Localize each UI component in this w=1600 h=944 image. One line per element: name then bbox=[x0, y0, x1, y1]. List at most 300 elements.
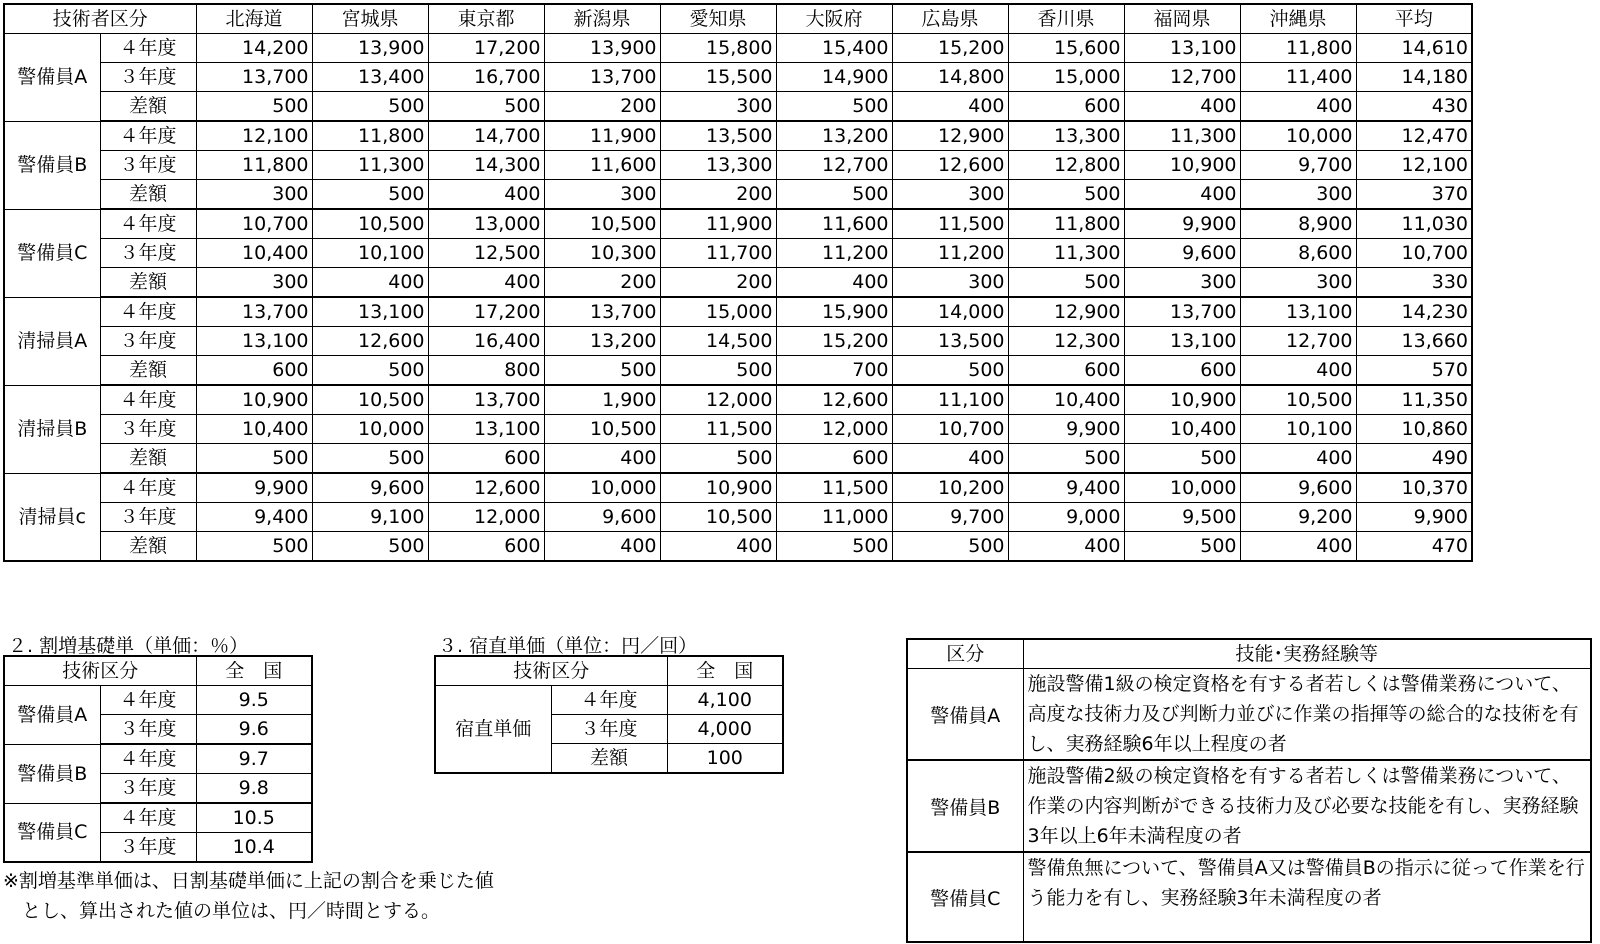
value-cell: 370 bbox=[1356, 180, 1472, 210]
value-cell: 14,800 bbox=[892, 63, 1008, 92]
header-cell: 技術区分 bbox=[435, 656, 667, 686]
value-cell: 10,700 bbox=[892, 415, 1008, 444]
year-cell: 差額 bbox=[100, 180, 196, 210]
value-cell: 11,300 bbox=[312, 151, 428, 180]
value-cell: 600 bbox=[776, 444, 892, 474]
year-cell: ４年度 bbox=[100, 297, 196, 327]
value-cell: 100 bbox=[667, 744, 783, 774]
value-cell: 10,200 bbox=[892, 473, 1008, 503]
table-row bbox=[907, 852, 1591, 942]
table-row bbox=[435, 686, 783, 715]
value-cell: 10,500 bbox=[1240, 385, 1356, 415]
value-cell: 12,700 bbox=[1240, 327, 1356, 356]
value-cell: 300 bbox=[892, 268, 1008, 298]
value-cell: 11,300 bbox=[1124, 121, 1240, 151]
value-cell: 16,400 bbox=[428, 327, 544, 356]
year-cell: ４年度 bbox=[100, 385, 196, 415]
year-cell: 差額 bbox=[100, 356, 196, 386]
value-cell: 14,900 bbox=[776, 63, 892, 92]
value-cell: 300 bbox=[660, 92, 776, 122]
value-cell: 11,600 bbox=[544, 151, 660, 180]
value-cell: 13,500 bbox=[892, 327, 1008, 356]
year-cell: 差額 bbox=[551, 744, 667, 774]
value-cell: 10,100 bbox=[1240, 415, 1356, 444]
table-row bbox=[4, 151, 1472, 180]
value-cell: 300 bbox=[1240, 180, 1356, 210]
value-cell: 500 bbox=[1008, 180, 1124, 210]
category-cell: 警備員A bbox=[4, 686, 100, 745]
value-cell: 13,100 bbox=[428, 415, 544, 444]
value-cell: 10,400 bbox=[1124, 415, 1240, 444]
value-cell: 500 bbox=[428, 92, 544, 122]
value-cell: 11,800 bbox=[196, 151, 312, 180]
value-cell: 400 bbox=[544, 532, 660, 562]
value-cell: 9,400 bbox=[1008, 473, 1124, 503]
value-cell: 500 bbox=[312, 92, 428, 122]
value-cell: 10,860 bbox=[1356, 415, 1472, 444]
value-cell: 10.4 bbox=[196, 833, 312, 863]
value-cell: 10,000 bbox=[312, 415, 428, 444]
value-cell: 12,800 bbox=[1008, 151, 1124, 180]
value-cell: 500 bbox=[544, 356, 660, 386]
value-cell: 800 bbox=[428, 356, 544, 386]
year-cell: ４年度 bbox=[100, 34, 196, 63]
note-line-1: ※割増基準単価は、日割基礎単価に上記の割合を乗じた値 bbox=[3, 870, 494, 892]
value-cell: 13,400 bbox=[312, 63, 428, 92]
header-cell: 福岡県 bbox=[1124, 4, 1240, 34]
value-cell: 4,100 bbox=[667, 686, 783, 715]
wage-table-header bbox=[4, 4, 1472, 34]
category-cell: 清掃員B bbox=[4, 385, 100, 473]
value-cell: 12,470 bbox=[1356, 121, 1472, 151]
value-cell: 10.5 bbox=[196, 803, 312, 833]
header-cell: 技術区分 bbox=[4, 656, 196, 686]
qualification-table bbox=[906, 638, 1592, 943]
value-cell: 10,000 bbox=[544, 473, 660, 503]
value-cell: 8,900 bbox=[1240, 209, 1356, 239]
value-cell: 13,300 bbox=[660, 151, 776, 180]
value-cell: 500 bbox=[1008, 268, 1124, 298]
value-cell: 500 bbox=[1008, 444, 1124, 474]
value-cell: 11,800 bbox=[312, 121, 428, 151]
overtime-rate-table bbox=[3, 655, 313, 863]
table-row bbox=[4, 297, 1472, 327]
value-cell: 12,600 bbox=[312, 327, 428, 356]
table-row bbox=[4, 63, 1472, 92]
value-cell: 13,700 bbox=[1124, 297, 1240, 327]
table2-caption: ２. 割増基礎単（単価：％） bbox=[8, 635, 249, 657]
value-cell: 700 bbox=[776, 356, 892, 386]
value-cell: 9.8 bbox=[196, 774, 312, 804]
value-cell: 13,700 bbox=[544, 63, 660, 92]
year-cell: ４年度 bbox=[100, 744, 196, 774]
header-cell: 技能･実務経験等 bbox=[1023, 639, 1591, 669]
value-cell: 500 bbox=[660, 444, 776, 474]
category-cell: 警備員B bbox=[4, 121, 100, 209]
value-cell: 500 bbox=[776, 532, 892, 562]
value-cell: 500 bbox=[660, 356, 776, 386]
value-cell: 600 bbox=[1008, 356, 1124, 386]
value-cell: 9,600 bbox=[1124, 239, 1240, 268]
value-cell: 13,660 bbox=[1356, 327, 1472, 356]
year-cell: 差額 bbox=[100, 92, 196, 122]
header-cell: 新潟県 bbox=[544, 4, 660, 34]
value-cell: 12,900 bbox=[1008, 297, 1124, 327]
year-cell: 差額 bbox=[100, 444, 196, 474]
value-cell: 400 bbox=[1240, 444, 1356, 474]
table-row bbox=[4, 744, 312, 774]
value-cell: 9,900 bbox=[1008, 415, 1124, 444]
value-cell: 200 bbox=[660, 268, 776, 298]
value-cell: 500 bbox=[1124, 444, 1240, 474]
value-cell: 15,200 bbox=[776, 327, 892, 356]
value-cell: 400 bbox=[892, 92, 1008, 122]
value-cell: 400 bbox=[312, 268, 428, 298]
value-cell: 17,200 bbox=[428, 34, 544, 63]
year-cell: ３年度 bbox=[100, 833, 196, 863]
table3-caption: ３. 宿直単価（単位：円／回） bbox=[438, 635, 698, 657]
value-cell: 12,000 bbox=[660, 385, 776, 415]
table-row bbox=[4, 385, 1472, 415]
value-cell: 10,900 bbox=[1124, 151, 1240, 180]
table-row bbox=[4, 803, 312, 833]
table-row bbox=[4, 239, 1472, 268]
table-row bbox=[4, 180, 1472, 210]
value-cell: 14,500 bbox=[660, 327, 776, 356]
value-cell: 330 bbox=[1356, 268, 1472, 298]
header-cell: 全 国 bbox=[667, 656, 783, 686]
year-cell: ３年度 bbox=[100, 151, 196, 180]
overtime-rate-body bbox=[4, 686, 312, 863]
value-cell: 11,500 bbox=[776, 473, 892, 503]
value-cell: 15,200 bbox=[892, 34, 1008, 63]
header-cell: 平均 bbox=[1356, 4, 1472, 34]
value-cell: 12,700 bbox=[1124, 63, 1240, 92]
value-cell: 12,000 bbox=[428, 503, 544, 532]
year-cell: ４年度 bbox=[100, 686, 196, 715]
value-cell: 14,000 bbox=[892, 297, 1008, 327]
category-cell: 清掃員A bbox=[4, 297, 100, 385]
value-cell: 9,900 bbox=[1356, 503, 1472, 532]
value-cell: 9,900 bbox=[196, 473, 312, 503]
table-row bbox=[4, 686, 312, 715]
value-cell: 400 bbox=[1124, 180, 1240, 210]
value-cell: 500 bbox=[1124, 532, 1240, 562]
value-cell: 10,500 bbox=[544, 415, 660, 444]
value-cell: 14,230 bbox=[1356, 297, 1472, 327]
table-row bbox=[4, 327, 1472, 356]
value-cell: 9,600 bbox=[312, 473, 428, 503]
category-cell: 警備員B bbox=[907, 760, 1023, 852]
value-cell: 470 bbox=[1356, 532, 1472, 562]
value-cell: 13,700 bbox=[196, 63, 312, 92]
header-cell: 技術者区分 bbox=[4, 4, 196, 34]
category-cell: 宿直単価 bbox=[435, 686, 551, 774]
year-cell: ４年度 bbox=[551, 686, 667, 715]
value-cell: 11,700 bbox=[660, 239, 776, 268]
value-cell: 12,600 bbox=[892, 151, 1008, 180]
value-cell: 10,500 bbox=[312, 209, 428, 239]
table-row bbox=[4, 473, 1472, 503]
value-cell: 11,900 bbox=[544, 121, 660, 151]
year-cell: ３年度 bbox=[100, 63, 196, 92]
category-cell: 警備員C bbox=[4, 209, 100, 297]
table-row bbox=[4, 121, 1472, 151]
table-row bbox=[4, 415, 1472, 444]
value-cell: 400 bbox=[1240, 92, 1356, 122]
value-cell: 11,300 bbox=[1008, 239, 1124, 268]
value-cell: 9.6 bbox=[196, 715, 312, 745]
value-cell: 11,800 bbox=[1008, 209, 1124, 239]
category-cell: 警備員A bbox=[907, 669, 1023, 761]
value-cell: 13,200 bbox=[776, 121, 892, 151]
value-cell: 11,800 bbox=[1240, 34, 1356, 63]
value-cell: 11,900 bbox=[660, 209, 776, 239]
value-cell: 10,300 bbox=[544, 239, 660, 268]
value-cell: 400 bbox=[892, 444, 1008, 474]
value-cell: 500 bbox=[312, 444, 428, 474]
value-cell: 11,030 bbox=[1356, 209, 1472, 239]
year-cell: ４年度 bbox=[100, 473, 196, 503]
year-cell: ４年度 bbox=[100, 121, 196, 151]
year-cell: ４年度 bbox=[100, 803, 196, 833]
value-cell: 12,300 bbox=[1008, 327, 1124, 356]
value-cell: 13,700 bbox=[428, 385, 544, 415]
value-cell: 9,600 bbox=[544, 503, 660, 532]
value-cell: 10,400 bbox=[1008, 385, 1124, 415]
year-cell: ４年度 bbox=[100, 209, 196, 239]
value-cell: 10,500 bbox=[660, 503, 776, 532]
value-cell: 13,100 bbox=[196, 327, 312, 356]
header-cell: 全 国 bbox=[196, 656, 312, 686]
wage-table-body bbox=[4, 34, 1472, 562]
value-cell: 9.5 bbox=[196, 686, 312, 715]
value-cell: 9.7 bbox=[196, 744, 312, 774]
value-cell: 15,600 bbox=[1008, 34, 1124, 63]
value-cell: 10,700 bbox=[1356, 239, 1472, 268]
value-cell: 10,700 bbox=[196, 209, 312, 239]
qualification-body bbox=[907, 669, 1591, 943]
value-cell: 13,100 bbox=[1240, 297, 1356, 327]
value-cell: 11,000 bbox=[776, 503, 892, 532]
value-cell: 14,180 bbox=[1356, 63, 1472, 92]
value-cell: 500 bbox=[776, 92, 892, 122]
value-cell: 9,900 bbox=[1124, 209, 1240, 239]
value-cell: 12,000 bbox=[776, 415, 892, 444]
header-cell: 北海道 bbox=[196, 4, 312, 34]
value-cell: 400 bbox=[1008, 532, 1124, 562]
value-cell: 12,100 bbox=[1356, 151, 1472, 180]
value-cell: 13,700 bbox=[544, 297, 660, 327]
value-cell: 500 bbox=[196, 532, 312, 562]
value-cell: 11,500 bbox=[892, 209, 1008, 239]
value-cell: 14,300 bbox=[428, 151, 544, 180]
value-cell: 12,700 bbox=[776, 151, 892, 180]
year-cell: ３年度 bbox=[100, 503, 196, 532]
value-cell: 400 bbox=[428, 268, 544, 298]
category-cell: 警備員B bbox=[4, 744, 100, 803]
value-cell: 1,900 bbox=[544, 385, 660, 415]
value-cell: 14,610 bbox=[1356, 34, 1472, 63]
value-cell: 10,100 bbox=[312, 239, 428, 268]
value-cell: 8,600 bbox=[1240, 239, 1356, 268]
value-cell: 16,700 bbox=[428, 63, 544, 92]
value-cell: 9,000 bbox=[1008, 503, 1124, 532]
value-cell: 10,900 bbox=[660, 473, 776, 503]
table-row bbox=[907, 669, 1591, 761]
value-cell: 500 bbox=[776, 180, 892, 210]
value-cell: 13,500 bbox=[660, 121, 776, 151]
table-row bbox=[4, 268, 1472, 298]
value-cell: 300 bbox=[544, 180, 660, 210]
value-cell: 10,400 bbox=[196, 239, 312, 268]
value-cell: 500 bbox=[312, 180, 428, 210]
year-cell: ３年度 bbox=[100, 774, 196, 804]
value-cell: 300 bbox=[196, 268, 312, 298]
value-cell: 17,200 bbox=[428, 297, 544, 327]
value-cell: 10,500 bbox=[544, 209, 660, 239]
note-line-2: とし、算出された値の単位は、円／時間とする。 bbox=[3, 900, 441, 922]
value-cell: 11,100 bbox=[892, 385, 1008, 415]
description-cell: 警備魚無について、警備員A又は警備員Bの指示に従って作業を行う能力を有し、実務経験3年未満程度の者 bbox=[1023, 852, 1591, 942]
night-duty-table bbox=[434, 655, 784, 774]
value-cell: 15,400 bbox=[776, 34, 892, 63]
year-cell: ３年度 bbox=[100, 715, 196, 745]
value-cell: 10,400 bbox=[196, 415, 312, 444]
year-cell: ３年度 bbox=[551, 715, 667, 744]
value-cell: 490 bbox=[1356, 444, 1472, 474]
value-cell: 200 bbox=[544, 268, 660, 298]
table-row bbox=[4, 34, 1472, 63]
value-cell: 300 bbox=[1240, 268, 1356, 298]
value-cell: 500 bbox=[312, 356, 428, 386]
value-cell: 12,100 bbox=[196, 121, 312, 151]
header-cell: 広島県 bbox=[892, 4, 1008, 34]
value-cell: 14,700 bbox=[428, 121, 544, 151]
value-cell: 200 bbox=[544, 92, 660, 122]
value-cell: 9,700 bbox=[892, 503, 1008, 532]
value-cell: 10,000 bbox=[1240, 121, 1356, 151]
year-cell: ３年度 bbox=[100, 327, 196, 356]
header-cell: 大阪府 bbox=[776, 4, 892, 34]
value-cell: 15,900 bbox=[776, 297, 892, 327]
value-cell: 11,400 bbox=[1240, 63, 1356, 92]
value-cell: 13,900 bbox=[312, 34, 428, 63]
value-cell: 600 bbox=[428, 444, 544, 474]
value-cell: 15,800 bbox=[660, 34, 776, 63]
value-cell: 9,600 bbox=[1240, 473, 1356, 503]
value-cell: 200 bbox=[660, 180, 776, 210]
value-cell: 10,900 bbox=[196, 385, 312, 415]
value-cell: 11,200 bbox=[892, 239, 1008, 268]
value-cell: 15,000 bbox=[660, 297, 776, 327]
value-cell: 11,350 bbox=[1356, 385, 1472, 415]
value-cell: 12,600 bbox=[428, 473, 544, 503]
value-cell: 11,500 bbox=[660, 415, 776, 444]
value-cell: 400 bbox=[544, 444, 660, 474]
header-cell: 東京都 bbox=[428, 4, 544, 34]
value-cell: 300 bbox=[1124, 268, 1240, 298]
description-cell: 施設警備1級の検定資格を有する者若しくは警備業務について、高度な技術力及び判断力並びに作業の指揮等の総合的な技術を有し、実務経験6年以上程度の者 bbox=[1023, 669, 1591, 761]
header-cell: 宮城県 bbox=[312, 4, 428, 34]
value-cell: 600 bbox=[1124, 356, 1240, 386]
value-cell: 11,200 bbox=[776, 239, 892, 268]
value-cell: 9,400 bbox=[196, 503, 312, 532]
value-cell: 13,100 bbox=[312, 297, 428, 327]
value-cell: 13,000 bbox=[428, 209, 544, 239]
value-cell: 12,600 bbox=[776, 385, 892, 415]
category-cell: 警備員C bbox=[907, 852, 1023, 942]
table-row bbox=[4, 209, 1472, 239]
value-cell: 10,000 bbox=[1124, 473, 1240, 503]
value-cell: 4,000 bbox=[667, 715, 783, 744]
table-row bbox=[4, 356, 1472, 386]
value-cell: 10,370 bbox=[1356, 473, 1472, 503]
value-cell: 13,900 bbox=[544, 34, 660, 63]
value-cell: 400 bbox=[1124, 92, 1240, 122]
value-cell: 600 bbox=[196, 356, 312, 386]
value-cell: 13,100 bbox=[1124, 327, 1240, 356]
night-duty-body bbox=[435, 686, 783, 774]
value-cell: 12,500 bbox=[428, 239, 544, 268]
wage-table bbox=[3, 3, 1473, 562]
value-cell: 600 bbox=[1008, 92, 1124, 122]
table-row bbox=[4, 503, 1472, 532]
year-cell: ３年度 bbox=[100, 239, 196, 268]
year-cell: 差額 bbox=[100, 268, 196, 298]
value-cell: 500 bbox=[196, 444, 312, 474]
value-cell: 15,000 bbox=[1008, 63, 1124, 92]
table-row bbox=[907, 760, 1591, 852]
value-cell: 400 bbox=[1240, 532, 1356, 562]
value-cell: 400 bbox=[660, 532, 776, 562]
value-cell: 10,500 bbox=[312, 385, 428, 415]
value-cell: 9,500 bbox=[1124, 503, 1240, 532]
value-cell: 13,200 bbox=[544, 327, 660, 356]
category-cell: 警備員C bbox=[4, 803, 100, 862]
value-cell: 400 bbox=[428, 180, 544, 210]
value-cell: 9,200 bbox=[1240, 503, 1356, 532]
year-cell: ３年度 bbox=[100, 415, 196, 444]
value-cell: 13,700 bbox=[196, 297, 312, 327]
category-cell: 清掃員c bbox=[4, 473, 100, 561]
value-cell: 10,900 bbox=[1124, 385, 1240, 415]
header-cell: 香川県 bbox=[1008, 4, 1124, 34]
category-cell: 警備員A bbox=[4, 34, 100, 122]
table-row bbox=[4, 444, 1472, 474]
value-cell: 300 bbox=[892, 180, 1008, 210]
value-cell: 9,700 bbox=[1240, 151, 1356, 180]
value-cell: 500 bbox=[892, 532, 1008, 562]
table-row bbox=[4, 532, 1472, 562]
value-cell: 13,300 bbox=[1008, 121, 1124, 151]
description-cell: 施設警備2級の検定資格を有する者若しくは警備業務について、作業の内容判断ができる技術力及び必要な技能を有し、実務経験3年以上6年未満程度の者 bbox=[1023, 760, 1591, 852]
header-cell: 区分 bbox=[907, 639, 1023, 669]
value-cell: 11,600 bbox=[776, 209, 892, 239]
value-cell: 9,100 bbox=[312, 503, 428, 532]
value-cell: 430 bbox=[1356, 92, 1472, 122]
year-cell: 差額 bbox=[100, 532, 196, 562]
value-cell: 500 bbox=[196, 92, 312, 122]
value-cell: 500 bbox=[892, 356, 1008, 386]
value-cell: 570 bbox=[1356, 356, 1472, 386]
header-cell: 沖縄県 bbox=[1240, 4, 1356, 34]
value-cell: 13,100 bbox=[1124, 34, 1240, 63]
value-cell: 14,200 bbox=[196, 34, 312, 63]
header-cell: 愛知県 bbox=[660, 4, 776, 34]
value-cell: 500 bbox=[312, 532, 428, 562]
value-cell: 12,900 bbox=[892, 121, 1008, 151]
